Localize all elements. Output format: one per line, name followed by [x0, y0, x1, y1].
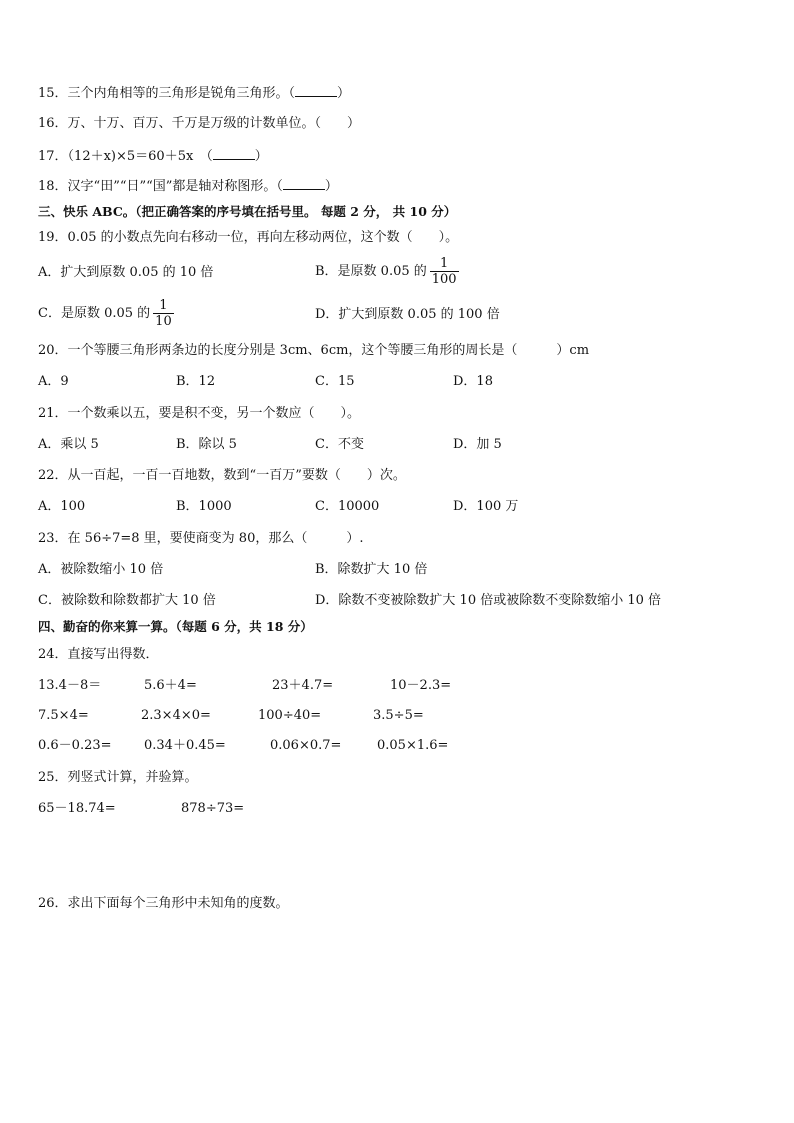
- calc-item: 0.05×1.6=: [377, 738, 449, 753]
- question-23-option-d[interactable]: D．除数不变被除数扩大 10 倍或被除数不变除数缩小 10 倍: [315, 593, 662, 608]
- question-20-option-a[interactable]: A．9: [38, 374, 69, 389]
- question-21-option-c[interactable]: C．不变: [315, 437, 364, 452]
- question-19-option-a[interactable]: A．扩大到原数 0.05 的 10 倍: [38, 265, 214, 280]
- question-17: 17．（12＋x)×5＝60＋5x （ ）: [38, 149, 268, 164]
- calc-item: 0.6－0.23=: [38, 738, 112, 753]
- question-19-stem: 19．0.05 的小数点先向右移动一位，再向左移动两位，这个数（ ）。: [38, 230, 459, 245]
- question-20-option-d[interactable]: D．18: [453, 374, 493, 389]
- calc-item: 13.4－8＝: [38, 678, 102, 693]
- question-23-option-c[interactable]: C．被除数和除数都扩大 10 倍: [38, 593, 216, 608]
- question-23-stem: 23．在 56÷7=8 里，要使商变为 80，那么（ ）.: [38, 531, 364, 546]
- question-21-option-b[interactable]: B．除以 5: [176, 437, 237, 452]
- question-20-stem: 20．一个等腰三角形两条边的长度分别是 3cm、6cm，这个等腰三角形的周长是（ ）cm: [38, 343, 590, 358]
- question-19-option-d[interactable]: D．扩大到原数 0.05 的 100 倍: [315, 307, 500, 322]
- calc-item: 0.06×0.7=: [270, 738, 342, 753]
- question-23-option-a[interactable]: A．被除数缩小 10 倍: [38, 562, 164, 577]
- section-3-title: 三、快乐 ABC。（把正确答案的序号填在括号里。 每题 2 分， 共 10 分）: [38, 204, 457, 219]
- answer-blank[interactable]: [213, 147, 255, 160]
- calc-item: 0.34＋0.45=: [144, 738, 226, 753]
- section-4-title: 四、勤奋的你来算一算。（每题 6 分，共 18 分）: [38, 619, 313, 634]
- question-19-option-c[interactable]: C．是原数 0.05 的 $\frac{1}{10}$: [38, 298, 172, 329]
- question-18: 18．汉字“田”“日”“国”都是轴对称图形。（ ）: [38, 179, 338, 194]
- question-16: 16．万、十万、百万、千万是万级的计数单位。（ ）: [38, 116, 361, 131]
- calc-item: 2.3×4×0=: [141, 708, 211, 723]
- question-24-stem: 24．直接写出得数．: [38, 647, 159, 662]
- calc-item: 878÷73=: [181, 801, 245, 816]
- question-22-stem: 22．从一百起，一百一百地数，数到“一百万”要数（ ）次。: [38, 468, 406, 483]
- question-21-stem: 21．一个数乘以五，要是积不变，另一个数应（ ）。: [38, 406, 361, 421]
- calc-item: 10－2.3=: [390, 678, 452, 693]
- question-22-option-b[interactable]: B．1000: [176, 499, 232, 514]
- calc-item: 65－18.74=: [38, 801, 116, 816]
- question-20-option-b[interactable]: B．12: [176, 374, 216, 389]
- calc-item: 5.6＋4=: [144, 678, 197, 693]
- question-21-option-a[interactable]: A．乘以 5: [38, 437, 99, 452]
- question-22-option-d[interactable]: D．100 万: [453, 499, 519, 514]
- question-20-option-c[interactable]: C．15: [315, 374, 355, 389]
- question-25-stem: 25．列竖式计算，并验算。: [38, 770, 198, 785]
- question-21-option-d[interactable]: D．加 5: [453, 437, 502, 452]
- question-22-option-a[interactable]: A．100: [38, 499, 86, 514]
- fraction: $\frac{1}{10}$: [155, 298, 172, 329]
- answer-blank[interactable]: [283, 177, 325, 190]
- fraction: $\frac{1}{100}$: [431, 256, 457, 287]
- question-15: 15．三个内角相等的三角形是锐角三角形。（ ）: [38, 86, 351, 101]
- calc-item: 100÷40=: [258, 708, 322, 723]
- question-19-option-b[interactable]: B．是原数 0.05 的 $\frac{1}{100}$: [315, 256, 457, 287]
- calc-item: 7.5×4=: [38, 708, 89, 723]
- calc-item: 23＋4.7=: [272, 678, 334, 693]
- question-23-option-b[interactable]: B．除数扩大 10 倍: [315, 562, 428, 577]
- question-26-stem: 26．求出下面每个三角形中未知角的度数。: [38, 896, 289, 911]
- calc-item: 3.5÷5=: [373, 708, 424, 723]
- answer-blank[interactable]: [295, 84, 337, 97]
- question-22-option-c[interactable]: C．10000: [315, 499, 380, 514]
